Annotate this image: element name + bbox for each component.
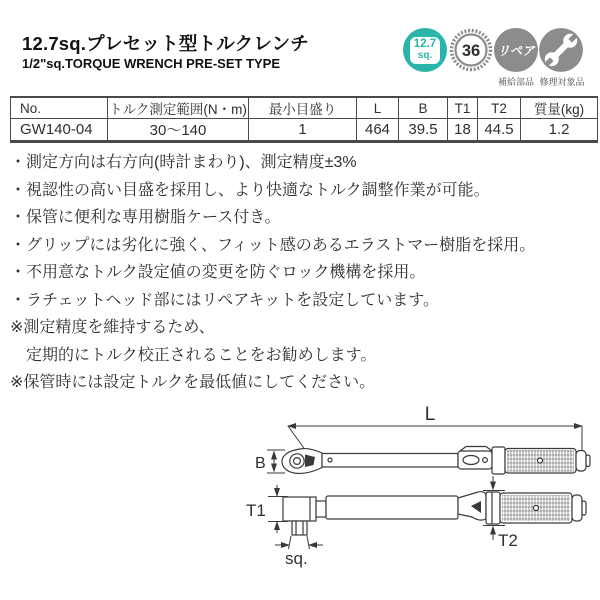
repair-parts-badge — [494, 28, 538, 72]
feature-item: ・不用意なトルク設定値の変更を防ぐロック機構を採用。 — [10, 264, 426, 281]
feature-item: ・ラチェットヘッド部にはリペアキットを設定しています。 — [10, 291, 439, 309]
cell-b: 39.5 — [399, 119, 448, 142]
repair-target-caption: 修理対象品 — [539, 77, 585, 87]
dim-square-drive — [275, 536, 323, 549]
feature-note: ※測定精度を維持するため、 — [10, 319, 215, 336]
dim-label-sq: sq. — [285, 549, 308, 568]
cell-l: 464 — [357, 119, 399, 142]
cell-weight: 1.2 — [521, 119, 598, 142]
cell-model-no: GW140-04 — [11, 119, 108, 142]
cell-t2: 44.5 — [478, 119, 521, 142]
drive-size-badge — [403, 28, 447, 72]
spec-table — [10, 96, 598, 143]
feature-item: ・視認性の高い目盛を採用し、より快適なトルク調整作業が可能。 — [10, 181, 490, 199]
feature-item: ・測定方向は右方向(時計まわり)、測定精度±3% — [10, 154, 357, 171]
dim-label-t1: T1 — [246, 501, 266, 520]
dim-label-b: B — [255, 455, 266, 472]
col-header-l: L — [357, 97, 399, 119]
col-header-b: B — [399, 97, 448, 119]
spec-table-row — [11, 119, 598, 142]
wrench-side-view — [282, 447, 590, 475]
feature-note-continued: 定期的にトルク校正されることをお勧めします。 — [10, 346, 377, 364]
product-title: 12.7sq.プレセット型トルクレンチ — [22, 33, 309, 54]
gear-teeth-badge — [449, 28, 493, 72]
dim-label-t2: T2 — [498, 531, 518, 550]
col-header-no: No. — [11, 97, 108, 119]
col-header-torque-range: トルク測定範囲(N・m) — [108, 97, 249, 119]
drive-size-badge-inner — [410, 37, 440, 64]
cell-torque-range: 30〜140 — [108, 119, 249, 142]
repair-parts-caption: 補給部品 — [497, 77, 534, 87]
repair-parts-label: リペア — [497, 44, 535, 58]
drive-size-value: 12.7 — [413, 37, 437, 50]
dim-label-l: L — [424, 404, 436, 425]
col-header-t1: T1 — [448, 97, 478, 119]
feature-list — [10, 149, 535, 397]
dimension-diagram — [240, 393, 600, 598]
repair-target-badge — [539, 28, 583, 72]
product-subtitle: 1/2"sq.TORQUE WRENCH PRE-SET TYPE — [22, 56, 281, 71]
feature-item: ・保管に便利な専用樹脂ケース付き。 — [10, 209, 281, 226]
gear-teeth-count: 36 — [461, 42, 481, 60]
feature-note: ※保管時には設定トルクを最低値にしてください。 — [10, 374, 376, 391]
col-header-weight: 質量(kg) — [521, 97, 598, 119]
col-header-t2: T2 — [478, 97, 521, 119]
col-header-min-graduation: 最小目盛り — [249, 97, 357, 119]
cell-t1: 18 — [448, 119, 478, 142]
drive-size-unit: sq. — [417, 50, 433, 62]
cell-min-graduation: 1 — [249, 119, 357, 142]
wrench-top-view — [283, 492, 586, 535]
feature-item: ・グリップには劣化に強く、フィット感のあるエラストマー樹脂を採用。 — [10, 236, 536, 254]
spec-table-header-row — [11, 97, 598, 119]
